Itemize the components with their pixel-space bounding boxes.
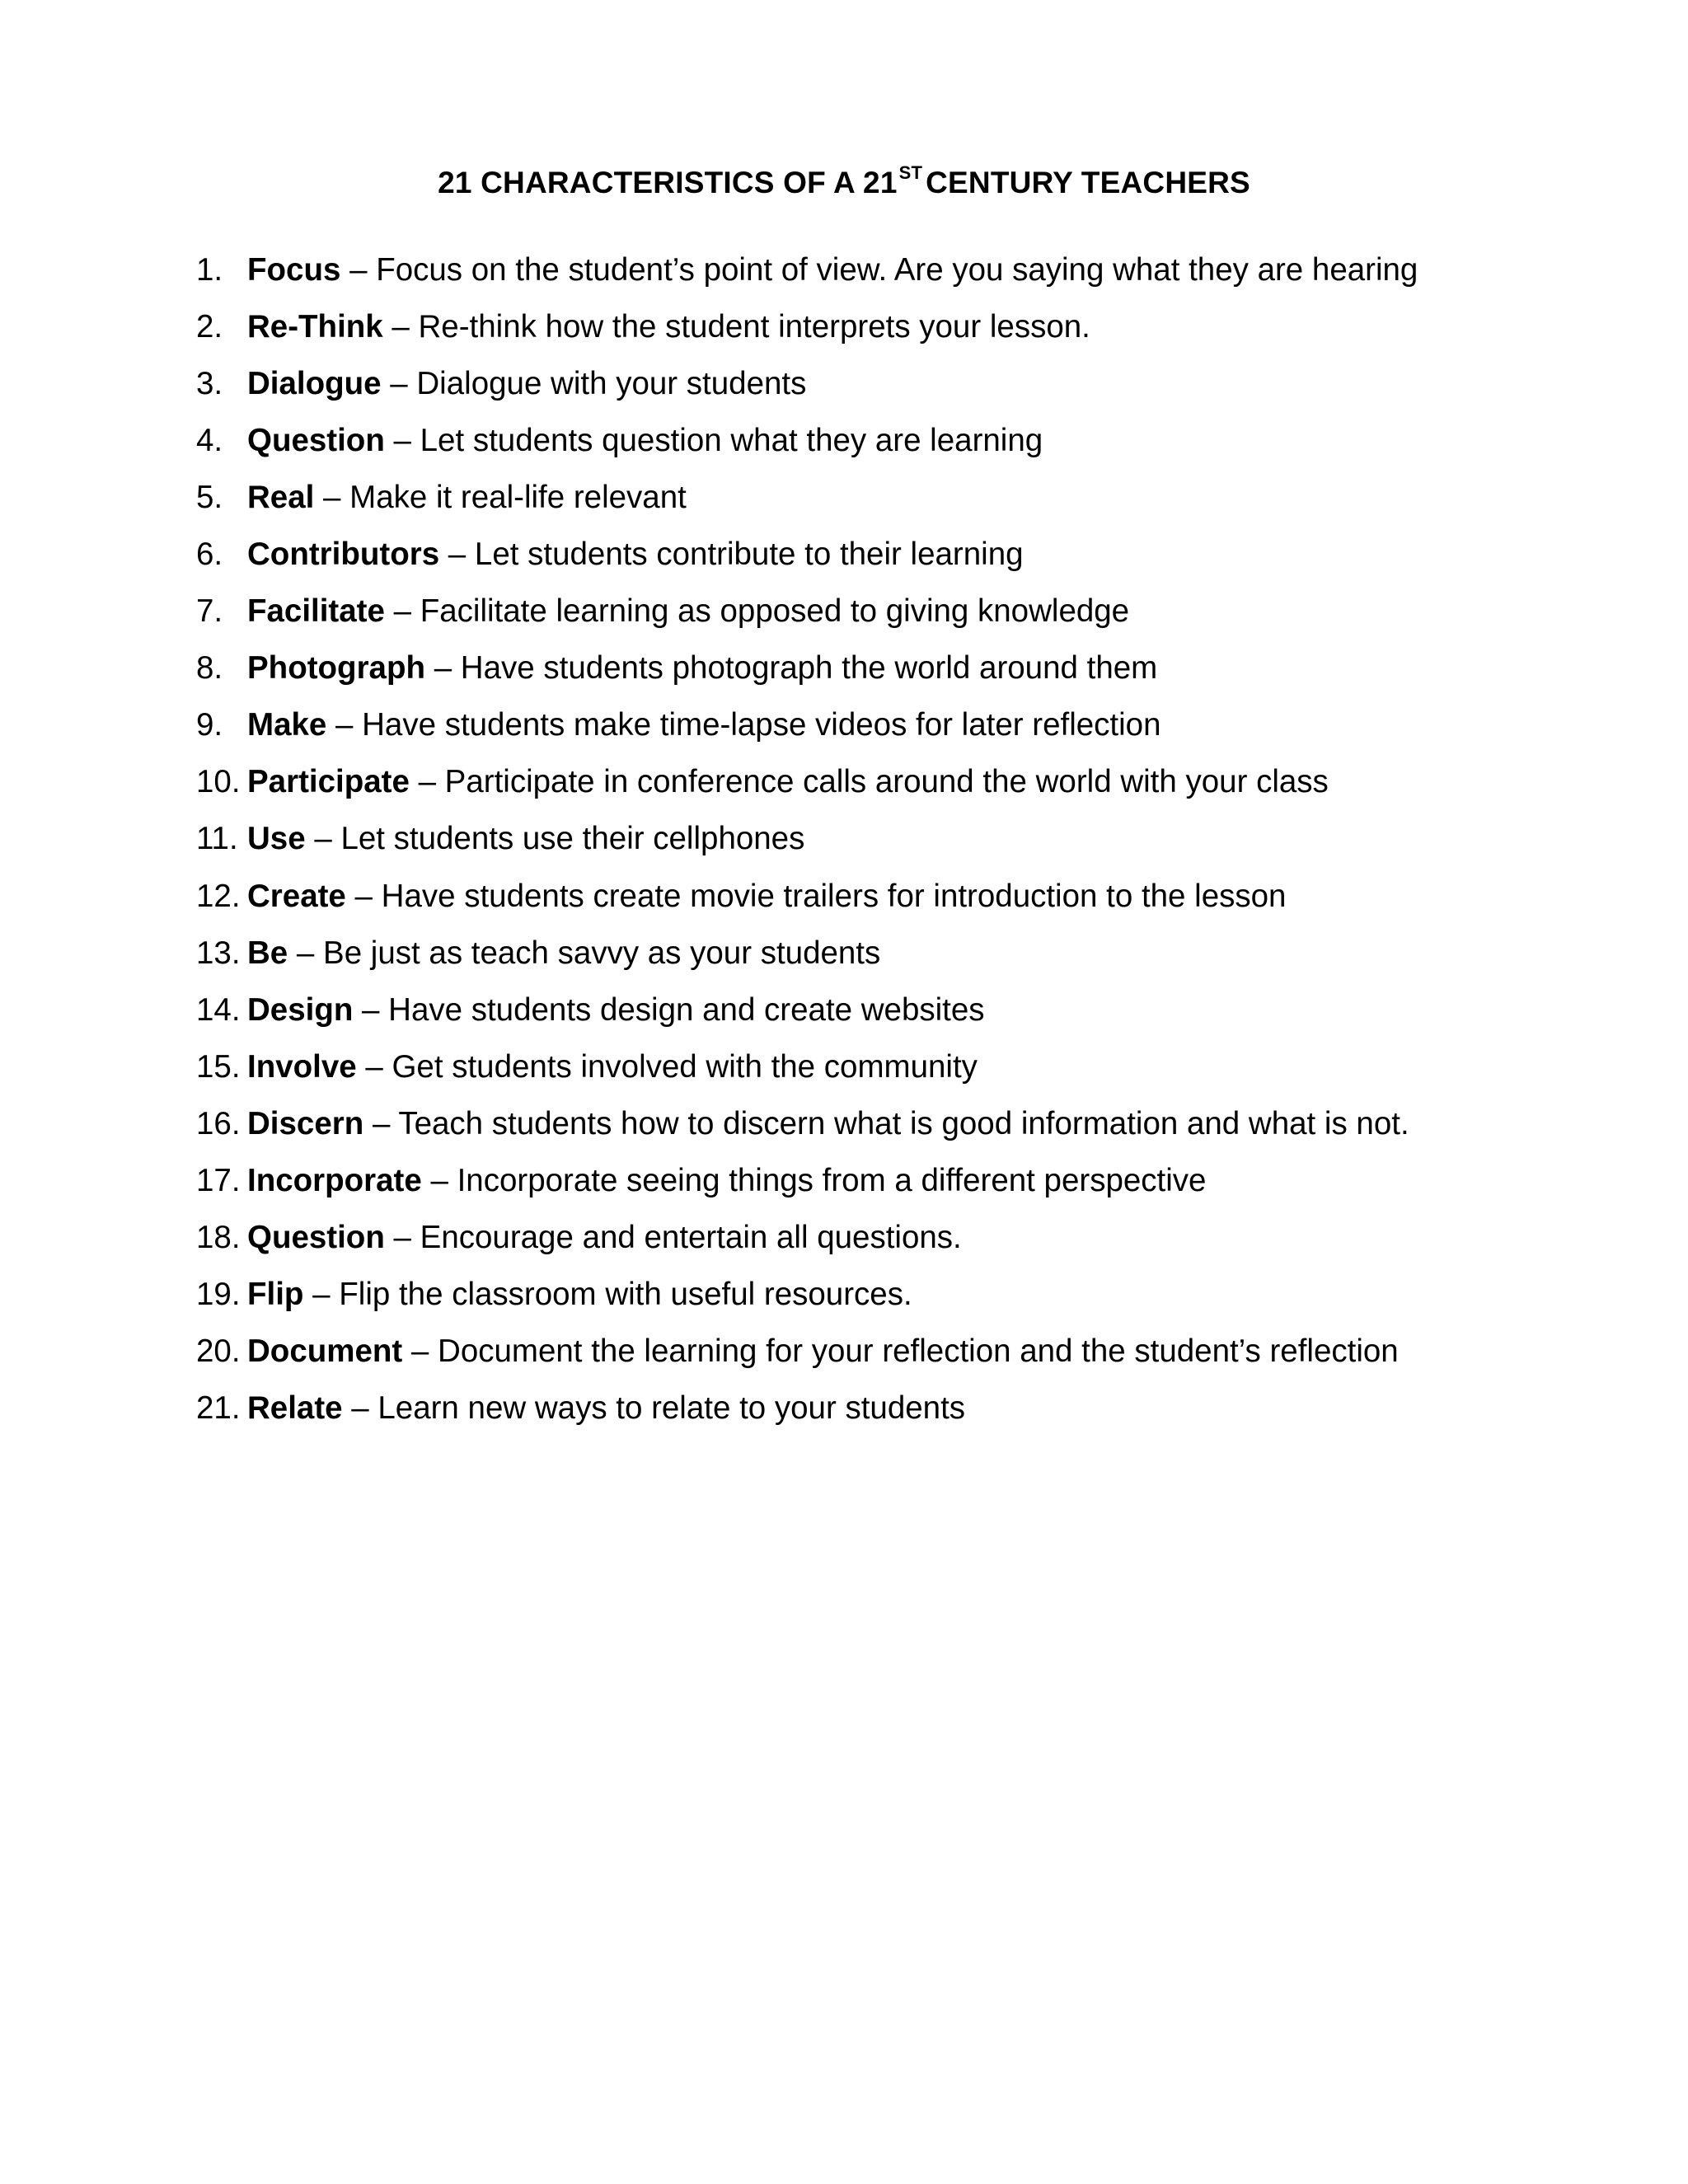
item-term: Relate [247, 1390, 343, 1426]
item-description: – Let students use their cellphones [305, 821, 805, 857]
item-number: 16. [196, 1105, 241, 1141]
item-description: – Let students question what they are learning [384, 423, 1043, 459]
item-number: 19. [196, 1276, 241, 1312]
item-number: 8. [196, 650, 223, 687]
item-number: 2. [196, 309, 223, 345]
item-term: Re-Think [247, 309, 383, 345]
item-term: Focus [247, 252, 341, 288]
item-description: – Have students make time-lapse videos for later reflection [326, 707, 1161, 743]
list-item [196, 419, 1418, 476]
item-term: Create [247, 878, 346, 914]
item-number: 21. [196, 1390, 241, 1426]
item-number: 5. [196, 480, 223, 516]
list-item [196, 704, 1418, 761]
list-item [196, 1387, 1418, 1444]
list-item [196, 1046, 1418, 1103]
item-number: 10. [196, 764, 241, 800]
item-number: 17. [196, 1162, 241, 1198]
list-item [196, 761, 1418, 818]
item-number: 11. [196, 821, 238, 857]
item-description: – Document the learning for your reflection and the student’s reflection [402, 1333, 1399, 1369]
item-term: Facilitate [247, 593, 385, 630]
item-description: – Flip the classroom with useful resources. [303, 1276, 912, 1312]
list-item [196, 306, 1418, 363]
item-term: Involve [247, 1048, 357, 1085]
list-item [196, 875, 1418, 932]
item-description: – Teach students how to discern what is good information and what is not. [363, 1105, 1409, 1141]
item-description: – Have students design and create websites [353, 991, 985, 1028]
list-item [196, 818, 1418, 874]
list-item [196, 647, 1418, 704]
title-main: 21 CHARACTERISTICS OF A 21 [438, 166, 898, 199]
item-number: 6. [196, 537, 223, 573]
item-description: – Dialogue with your students [381, 366, 807, 402]
list-item [196, 932, 1418, 989]
list-item [196, 476, 1418, 533]
item-number: 13. [196, 935, 241, 971]
item-term: Question [247, 423, 385, 459]
item-term: Use [247, 821, 306, 857]
item-description: – Encourage and entertain all questions. [384, 1219, 962, 1255]
item-term: Make [247, 707, 327, 743]
title-superscript: ST [898, 162, 923, 183]
item-term: Question [247, 1219, 385, 1255]
item-term: Real [247, 480, 315, 516]
item-description: – Have students create movie trailers for introduction to the lesson [345, 878, 1287, 914]
item-term: Discern [247, 1105, 364, 1141]
item-term: Flip [247, 1276, 304, 1312]
document-title [0, 162, 1688, 204]
item-number: 4. [196, 423, 223, 459]
item-term: Design [247, 991, 354, 1028]
item-term: Participate [247, 764, 410, 800]
item-number: 20. [196, 1333, 241, 1369]
title-end: CENTURY TEACHERS [926, 166, 1250, 199]
list-item [196, 1273, 1418, 1330]
item-description: – Facilitate learning as opposed to giving knowledge [384, 593, 1130, 630]
item-number: 1. [196, 252, 223, 288]
item-term: Dialogue [247, 366, 382, 402]
item-number: 18. [196, 1219, 241, 1255]
item-number: 3. [196, 366, 223, 402]
item-term: Incorporate [247, 1162, 422, 1198]
item-description: – Re-think how the student interprets your lesson. [382, 309, 1090, 345]
list-item [196, 1103, 1418, 1160]
item-description: – Be just as teach savvy as your students [288, 935, 881, 971]
item-description: – Learn new ways to relate to your students [342, 1390, 966, 1426]
list-item [196, 590, 1418, 647]
item-number: 12. [196, 878, 241, 914]
list-item [196, 363, 1418, 419]
item-term: Photograph [247, 650, 425, 687]
item-description: – Focus on the student’s point of view. Are you saying what they are hearing [340, 252, 1418, 288]
list-item [196, 989, 1418, 1046]
item-description: – Incorporate seeing things from a different perspective [421, 1162, 1207, 1198]
item-term: Contributors [247, 537, 440, 573]
list-item [196, 249, 1418, 306]
item-term: Document [247, 1333, 403, 1369]
list-item [196, 1216, 1418, 1273]
item-description: – Let students contribute to their learning [439, 537, 1024, 573]
list-item [196, 533, 1418, 590]
item-number: 9. [196, 707, 223, 743]
item-number: 7. [196, 593, 223, 630]
item-number: 15. [196, 1048, 241, 1085]
list-item [196, 1330, 1418, 1387]
item-description: – Make it real-life relevant [314, 480, 687, 516]
characteristics-list [196, 249, 1418, 1444]
item-description: – Have students photograph the world around them [425, 650, 1158, 687]
item-description: – Participate in conference calls around the world with your class [409, 764, 1329, 800]
item-term: Be [247, 935, 288, 971]
item-number: 14. [196, 991, 241, 1028]
list-item [196, 1160, 1418, 1216]
item-description: – Get students involved with the community [356, 1048, 978, 1085]
